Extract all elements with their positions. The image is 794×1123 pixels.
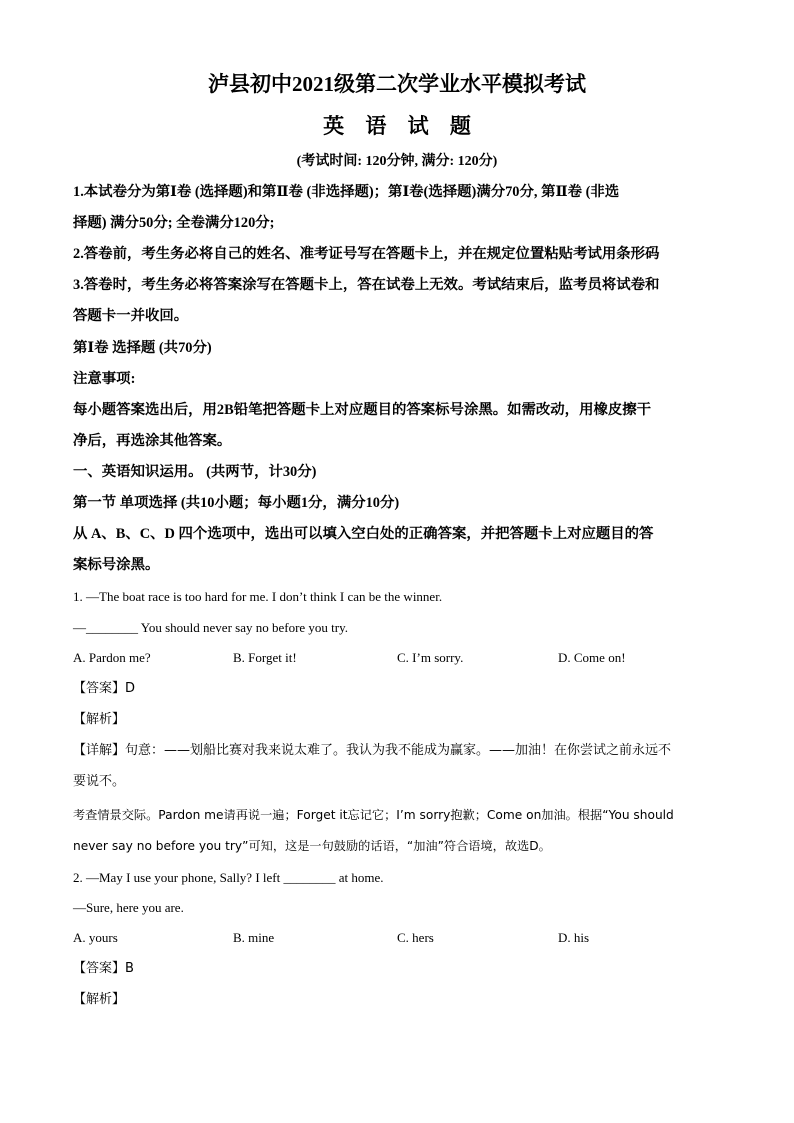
q1-line2: —________ You should never say no before you try. <box>73 620 349 635</box>
directions-b: 案标号涂黑。 <box>73 557 160 573</box>
q1-explain-b: never say no before you try”可知，这是一句鼓励的话语，“加油”符合语境，故选D。 <box>73 839 551 853</box>
q1-explain-a: 考查情景交际。Pardon me请再说一遍；Forget it忘记它；I’m sorry抱歉；Come on加油。根据“You should <box>73 808 674 822</box>
instruction-3a: 3.答卷时，考生务必将答案涂写在答题卡上，答在试卷上无效。考试结束后，监考员将试卷和 <box>73 277 660 293</box>
q1-detail-b: 要说不。 <box>73 774 126 789</box>
section-heading: 一、英语知识运用。 (共两节，计30分) <box>73 464 317 480</box>
notice-text-b: 净后，再选涂其他答案。 <box>73 433 232 449</box>
subsection-heading: 第一节 单项选择 (共10小题；每小题1分，满分10分) <box>73 495 400 511</box>
q1-line1: 1. —The boat race is too hard for me. I don’t think I can be the winner. <box>73 589 443 604</box>
q1-option-b: B. Forget it! <box>233 650 297 665</box>
page-subtitle: 英 语 试 题 <box>323 114 479 138</box>
q1-answer: 【答案】D <box>73 681 136 696</box>
notice-title: 注意事项: <box>73 371 136 387</box>
q1-option-d: D. Come on! <box>558 650 626 665</box>
q1-option-a: A. Pardon me? <box>73 650 151 665</box>
q2-option-c: C. hers <box>397 930 434 945</box>
instruction-2: 2.答卷前，考生务必将自己的姓名、准考证号写在答题卡上，并在规定位置粘贴考试用条形码 <box>73 246 660 262</box>
exam-time-line: (考试时间: 120分钟, 满分: 120分) <box>296 154 498 169</box>
q2-line1: 2. —May I use your phone, Sally? I left ________ at home. <box>73 870 384 885</box>
page-title: 泸县初中2021级第二次学业水平模拟考试 <box>208 72 586 96</box>
instruction-1b: 择题) 满分50分; 全卷满分120分; <box>73 215 275 231</box>
q2-option-b: B. mine <box>233 930 275 945</box>
instruction-3b: 答题卡一并收回。 <box>73 308 189 324</box>
q1-option-c: C. I’m sorry. <box>397 650 464 665</box>
notice-text-a: 每小题答案选出后，用2B铅笔把答题卡上对应题目的答案标号涂黑。如需改动，用橡皮擦干 <box>73 402 652 418</box>
q2-analysis-label: 【解析】 <box>73 992 126 1007</box>
part1-heading: 第Ⅰ卷 选择题 (共70分) <box>73 340 212 356</box>
q1-analysis-label: 【解析】 <box>73 712 126 727</box>
q2-option-d: D. his <box>558 930 590 945</box>
directions-a: 从 A、B、C、D 四个选项中，选出可以填入空白处的正确答案，并把答题卡上对应题目的答 <box>73 526 654 542</box>
q2-option-a: A. yours <box>73 930 118 945</box>
q2-answer: 【答案】B <box>73 961 134 976</box>
q2-line2: —Sure, here you are. <box>73 900 184 915</box>
instruction-1a: 1.本试卷分为第Ⅰ卷 (选择题)和第Ⅱ卷 (非选择题)；第Ⅰ卷(选择题)满分70分, 第Ⅱ卷 (非选 <box>73 184 620 200</box>
q1-detail-a: 【详解】句意：——划船比赛对我来说太难了。我认为我不能成为赢家。——加油！在你尝试之前永远不 <box>73 743 672 758</box>
